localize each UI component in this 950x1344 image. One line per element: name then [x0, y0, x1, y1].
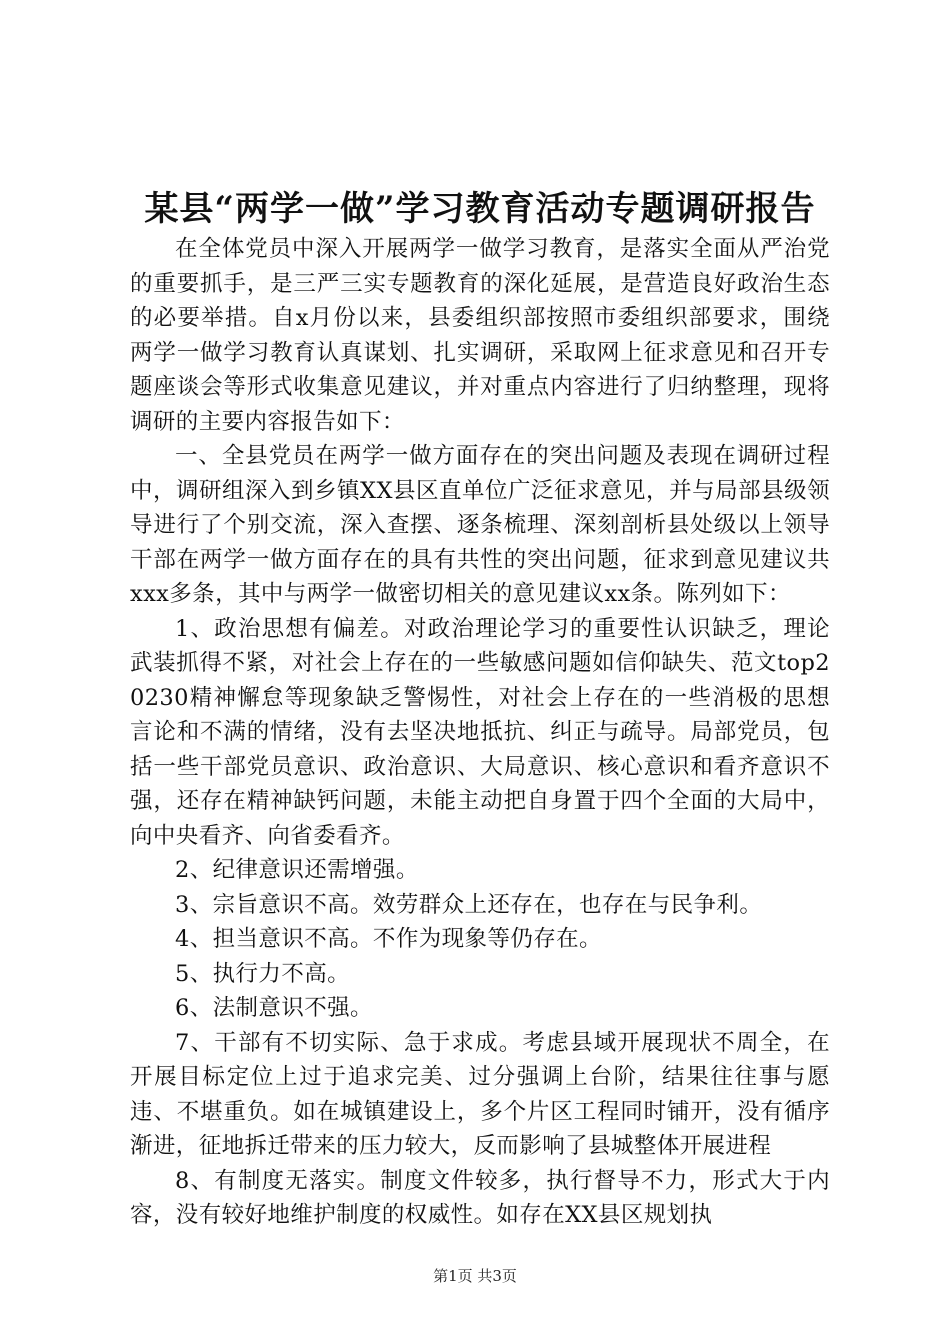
- paragraph-item-3: 3、宗旨意识不高。效劳群众上还存在，也存在与民争利。: [175, 891, 763, 918]
- paragraph-intro: 在全体党员中深入开展两学一做学习教育，是落实全面从严治党的重要抓手，是三严三实专题教育的深化延展，是营造良好政治生态的必要举措。自x月份以来，县委组织部按照市委组织部要求，围绕两学一做学习教育认真谋划、扎实调研，采取网上征求意见和召开专题座谈会等形式收集意见建议，并对重点内容进行了归纳整理，现将调研的主要内容报告如下：: [130, 236, 830, 435]
- document-body: [130, 232, 830, 1233]
- paragraph-item-7: 7、干部有不切实际、急于求成。考虑县域开展现状不周全，在开展目标定位上过于追求完美、过分强调上台阶，结果往往事与愿违、不堪重负。如在城镇建设上，多个片区工程同时铺开，没有循序渐进，征地拆迁带来的压力较大，反而影响了县城整体开展进程: [130, 1029, 830, 1159]
- paragraph-section-1: 一、全县党员在两学一做方面存在的突出问题及表现在调研过程中，调研组深入到乡镇XX县区直单位广泛征求意见，并与局部县级领导进行了个别交流，深入查摆、逐条梳理、深刻剖析县处级以上领导干部在两学一做方面存在的具有共性的突出问题，征求到意见建议共xxx多条，其中与两学一做密切相关的意见建议xx条。陈列如下：: [130, 443, 830, 607]
- paragraph-item-5: 5、执行力不高。: [175, 960, 351, 987]
- document-title: 某县“两学一做”学习教育活动专题调研报告: [144, 189, 816, 229]
- paragraph-item-4: 4、担当意识不高。不作为现象等仍存在。: [175, 926, 602, 952]
- paragraph-item-2: 2、纪律意识还需增强。: [175, 857, 419, 883]
- paragraph-item-1: 1、政治思想有偏差。对政治理论学习的重要性认识缺乏，理论武装抓得不紧，对社会上存在的一些敏感问题如信仰缺失、范文top20230精神懈怠等现象缺乏警惕性，对社会上存在的一些消极的思想言论和不满的情绪，没有去坚决地抵抗、纠正与疏导。局部党员，包括一些干部党员意识、政治意识、大局意识、核心意识和看齐意识不强，还存在精神缺钙问题，未能主动把自身置于四个全面的大局中，向中央看齐、向省委看齐。: [130, 615, 830, 849]
- paragraph-item-6: 6、法制意识不强。: [175, 995, 373, 1021]
- paragraph-item-8: 8、有制度无落实。制度文件较多，执行督导不力，形式大于内容，没有较好地维护制度的权威性。如存在XX县区规划执: [130, 1167, 830, 1228]
- page-number-footer: 第1页 共3页: [433, 1267, 517, 1285]
